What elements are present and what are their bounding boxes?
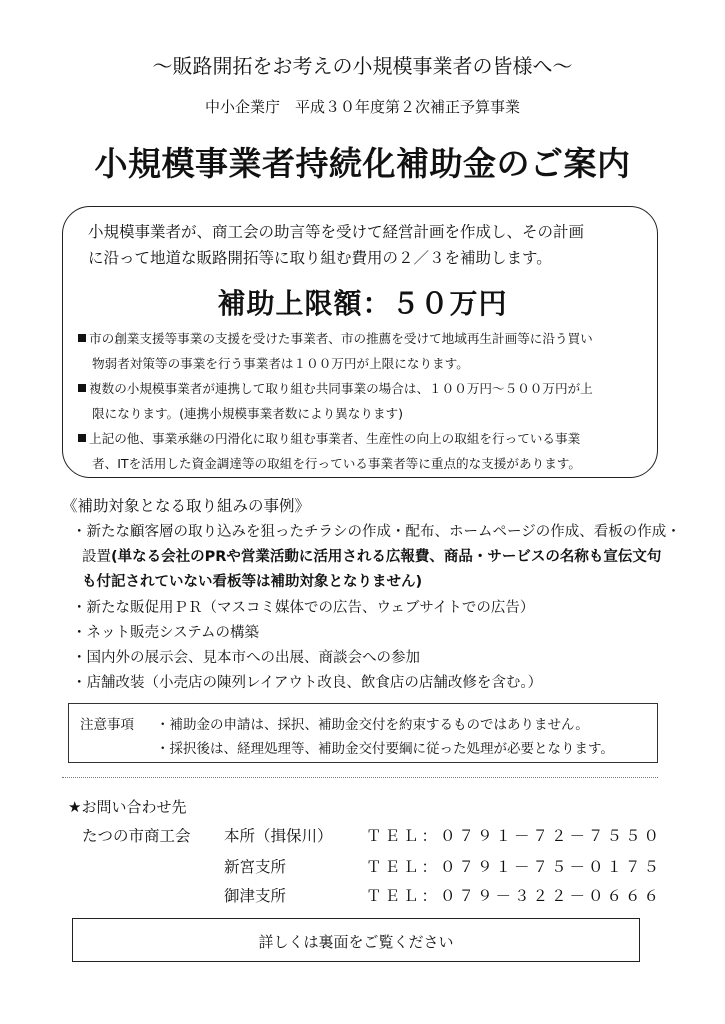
case-item: ・新たな販促用ＰＲ（マスコミ媒体での広告、ウェブサイトでの広告） (72, 600, 535, 616)
more-info-text: 詳しくは裏面をご覧ください (258, 933, 454, 951)
page-title: 小規模事業者持続化補助金のご案内 (94, 144, 631, 183)
office-tel: ＴＥＬ：０７９－３２２－０６６６ (366, 887, 663, 905)
summary-line: 小規模事業者が、商工会の助言等を受けて経営計画を作成し、その計画 (88, 223, 585, 241)
office-name: 新宮支所 (224, 858, 287, 876)
summary-bullet-cont: 物弱者対策等の事業を行う事業者は１００万円が上限になります。 (92, 356, 469, 371)
notice-item: ・採択後は、経理処理等、補助金交付要綱に従った処理が必要となります。 (156, 741, 614, 757)
cases-heading: 《補助対象となる取り組みの事例》 (62, 497, 311, 515)
case-item-cont: も付記されていない看板等は補助対象となりません) (82, 574, 423, 590)
case-item: ・新たな顧客層の取り込みを狙ったチラシの作成・配布、ホームページの作成、看板の作成・ (72, 524, 681, 540)
case-item-cont: 設置(単なる会社のPRや営業活動に活用される広報費、商品・サービスの名称も宣伝文句 (82, 549, 662, 565)
office-name: 御津支所 (224, 887, 287, 905)
summary-bullet: 上記の他、事業承継の円滑化に取り組む事業者、生産性の向上の取組を行っている事業 (78, 428, 580, 447)
summary-bullet-cont: 限になります。(連携小規模事業者数により異なります) (92, 406, 404, 421)
summary-line: に沿って地道な販路開拓等に取り組む費用の２／３を補助します。 (88, 249, 552, 267)
square-bullet-icon (78, 334, 86, 342)
summary-bullet: 市の創業支援等事業の支援を受けた事業者、市の推薦を受けて地域再生計画等に沿う買い (78, 328, 593, 347)
notice-item: ・補助金の申請は、採択、補助金交付を約束するものではありません。 (156, 717, 589, 733)
case-item: ・店舗改装（小売店の陳列レイアウト改良、飲食店の店舗改修を含む。） (72, 675, 543, 691)
square-bullet-icon (78, 384, 86, 392)
case-item: ・ネット販売システムの構築 (72, 625, 260, 641)
contact-org: たつの市商工会 (82, 827, 191, 845)
summary-bullet-cont: 者、ITを活用した資金調達等の取組を行っている事業者等に重点的な支援があります。 (92, 456, 581, 471)
contact-heading: ★お問い合わせ先 (68, 798, 187, 816)
summary-bullet: 複数の小規模事業者が連携して取り組む共同事業の場合は、１００万円～５００万円が上 (78, 378, 593, 397)
notice-label: 注意事項 (80, 717, 134, 733)
office-name: 本所（揖保川） (224, 827, 333, 845)
square-bullet-icon (78, 434, 86, 442)
agency-line: 中小企業庁 平成３０年度第２次補正予算事業 (204, 98, 520, 116)
section-divider (62, 777, 658, 778)
office-tel: ＴＥＬ：０７９１－７５－０１７５ (366, 858, 663, 876)
subsidy-limit: 補助上限額：５０万円 (217, 287, 508, 320)
subtitle: ～販路開拓をお考えの小規模事業者の皆様へ～ (152, 54, 573, 78)
office-tel: ＴＥＬ：０７９１－７２－７５５０ (366, 827, 663, 845)
case-item: ・国内外の展示会、見本市への出展、商談会への参加 (72, 650, 420, 666)
